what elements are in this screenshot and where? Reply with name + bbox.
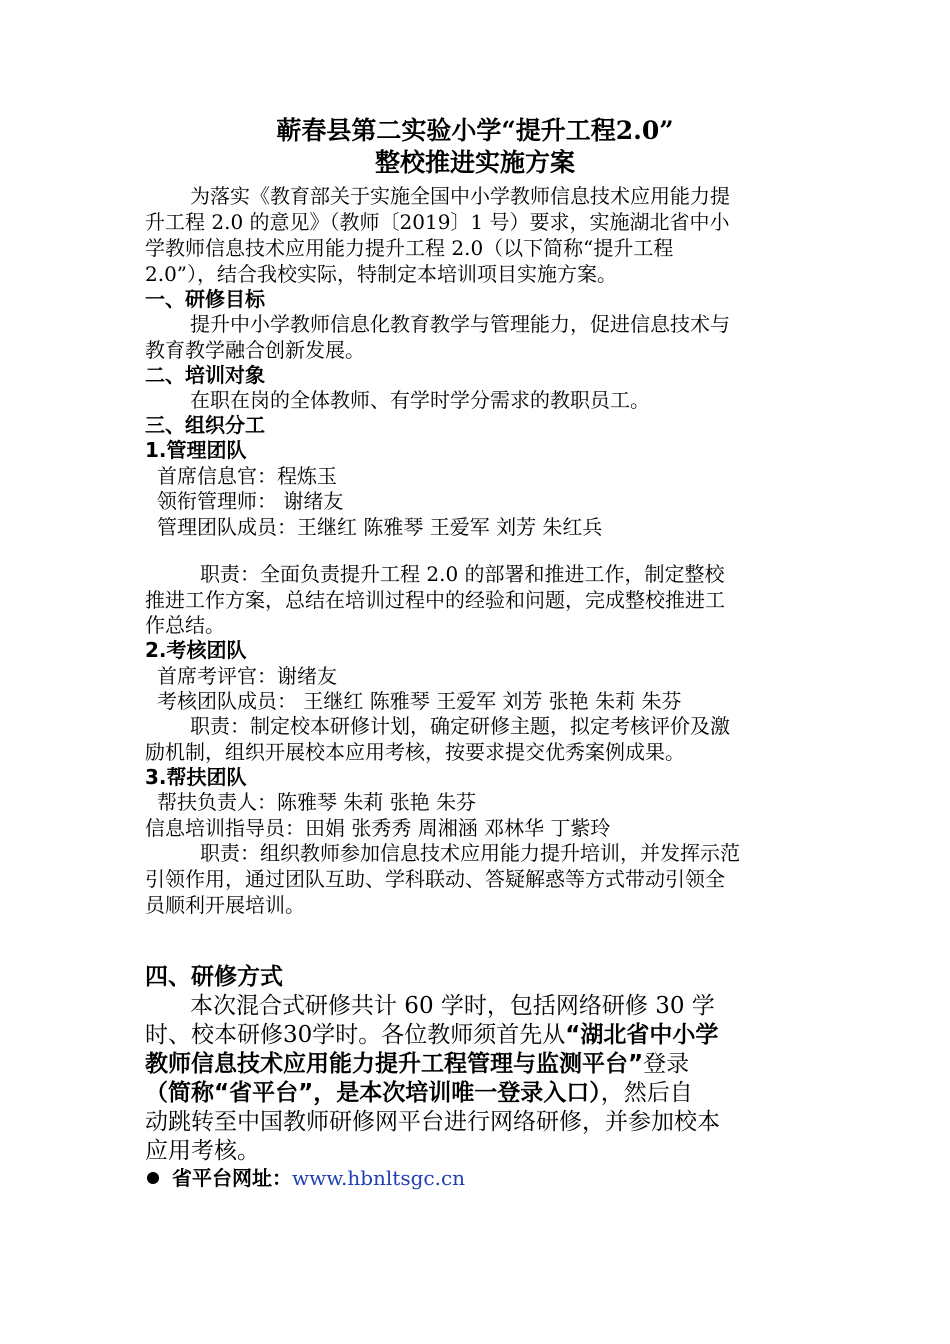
assessment-duty-line: 职责：制定校本研修计划，确定研修主题，拟定考核评价及激	[190, 714, 730, 738]
management-member-line: 领衔管理师： 谢绪友	[157, 489, 344, 513]
platform-url-link[interactable]: www.hbnltsgc.cn	[292, 1166, 466, 1190]
method-line: 动跳转至中国教师研修网平台进行网络研修，并参加校本	[145, 1109, 720, 1135]
assessment-duty-line: 励机制，组织开展校本应用考核，按要求提交优秀案例成果。	[145, 740, 685, 764]
management-member-line: 管理团队成员：王继红 陈雅琴 王爱军 刘芳 朱红兵	[157, 515, 603, 539]
method-line	[145, 1078, 693, 1108]
goals-line: 提升中小学教师信息化教育教学与管理能力，促进信息技术与	[190, 312, 730, 336]
section-heading-audience: 二、培训对象	[145, 363, 265, 387]
intro-line: 升工程 2.0 的意见》（教师〔2019〕1 号）要求，实施湖北省中小	[145, 210, 730, 234]
method-text: 时、校本研修30学时。各位教师须首先从	[145, 1022, 566, 1048]
platform-label: 省平台网址：	[172, 1166, 292, 1190]
support-duty-line: 职责：组织教师参加信息技术应用能力提升培训，并发挥示范	[200, 841, 740, 865]
support-duty-line: 引领作用，通过团队互助、学科联动、答疑解惑等方式带动引领全	[145, 867, 725, 891]
method-emphasis: （简称“省平台”，是本次培训唯一登录入口）	[145, 1080, 601, 1106]
method-line	[145, 1020, 718, 1050]
bullet-icon	[147, 1172, 159, 1184]
team-heading-management: 1.管理团队	[145, 438, 247, 462]
method-line: 本次混合式研修共计 60 学时，包括网络研修 30 学	[190, 993, 715, 1019]
management-duty-line: 职责：全面负责提升工程 2.0 的部署和推进工作，制定整校	[200, 562, 725, 586]
assessment-member-line: 首席考评官：谢绪友	[157, 664, 337, 688]
section-heading-organization: 三、组织分工	[145, 413, 265, 437]
support-member-line: 帮扶负责人：陈雅琴 朱莉 张艳 朱芬	[157, 790, 477, 814]
section-heading-goals: 一、研修目标	[145, 287, 265, 311]
method-text: 登录	[643, 1051, 690, 1077]
management-duty-line: 作总结。	[145, 613, 225, 637]
management-duty-line: 推进工作方案，总结在培训过程中的经验和问题，完成整校推进工	[145, 588, 725, 612]
support-member-line: 信息培训指导员：田娟 张秀秀 周湘涵 邓林华 丁紫玲	[145, 816, 611, 840]
section-heading-method: 四、研修方式	[145, 964, 283, 990]
method-text: ，然后自	[600, 1080, 693, 1106]
method-line	[145, 1049, 689, 1079]
method-emphasis: “湖北省中小学	[565, 1022, 719, 1048]
intro-line: 为落实《教育部关于实施全国中小学教师信息技术应用能力提	[190, 184, 730, 208]
method-emphasis: 教师信息技术应用能力提升工程管理与监测平台”	[145, 1051, 644, 1077]
platform-line	[172, 1166, 465, 1190]
team-heading-assessment: 2.考核团队	[145, 638, 247, 662]
intro-line: 2.0”），结合我校实际，特制定本培训项目实施方案。	[145, 262, 618, 286]
support-duty-line: 员顺利开展培训。	[145, 893, 305, 917]
management-member-line: 首席信息官：程炼玉	[157, 464, 337, 488]
method-line: 应用考核。	[145, 1138, 260, 1164]
goals-line: 教育教学融合创新发展。	[145, 338, 365, 362]
document-title-line2: 整校推进实施方案	[374, 148, 575, 177]
team-heading-support: 3.帮扶团队	[145, 765, 247, 789]
intro-line: 学教师信息技术应用能力提升工程 2.0（以下简称“提升工程	[145, 236, 674, 260]
document-title-line1: 蕲春县第二实验小学“提升工程2.0”	[276, 116, 674, 145]
audience-line: 在职在岗的全体教师、有学时学分需求的教职员工。	[190, 388, 650, 412]
assessment-member-line: 考核团队成员： 王继红 陈雅琴 王爱军 刘芳 张艳 朱莉 朱芬	[157, 689, 682, 713]
